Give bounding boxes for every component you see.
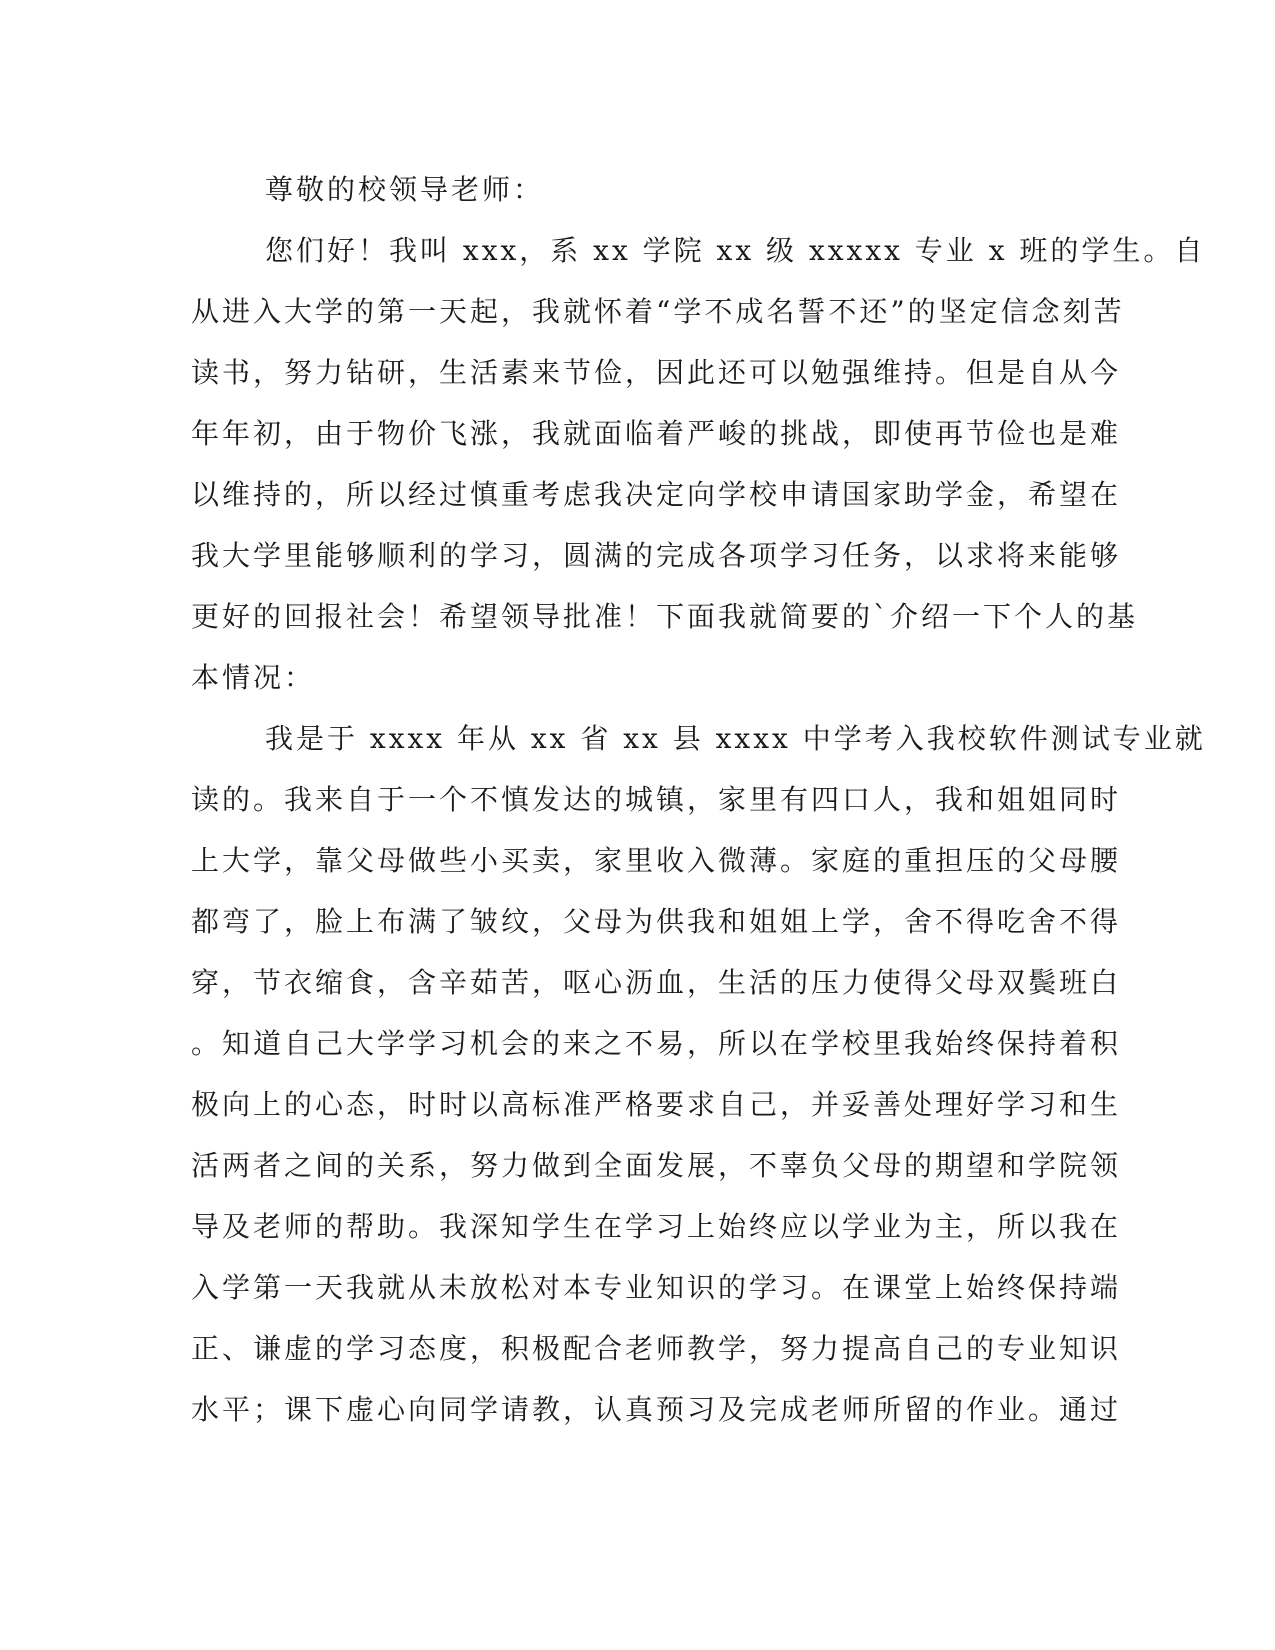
paragraph-2-line: 导及老师的帮助。我深知学生在学习上始终应以学业为主，所以我在 [191,1210,1122,1243]
paragraph-2-line: 上大学，靠父母做些小买卖，家里收入微薄。家庭的重担压的父母腰 [191,844,1122,877]
paragraph-1-line: 我大学里能够顺利的学习，圆满的完成各项学习任务，以求将来能够 [191,539,1122,572]
paragraph-2-line: 正、谦虚的学习态度，积极配合老师教学，努力提高自己的专业知识 [191,1332,1122,1365]
paragraph-1-line: 本情况： [191,661,316,694]
paragraph-2-line: 都弯了，脸上布满了皱纹，父母为供我和姐姐上学，舍不得吃舍不得 [191,905,1122,938]
paragraph-2-line: 穿，节衣缩食，含辛茹苦，呕心沥血，生活的压力使得父母双鬓班白 [191,966,1122,999]
paragraph-1-line: 从进入大学的第一天起，我就怀着“学不成名誓不还”的坚定信念刻苦 [191,295,1125,328]
paragraph-1-line: 您们好！我叫 xxx，系 xx 学院 xx 级 xxxxx 专业 x 班的学生。自 [265,234,1206,267]
paragraph-2-line: 。知道自己大学学习机会的来之不易，所以在学校里我始终保持着积 [191,1027,1122,1060]
paragraph-2-line: 我是于 xxxx 年从 xx 省 xx 县 xxxx 中学考入我校软件测试专业就 [265,722,1206,755]
paragraph-2-line: 水平；课下虚心向同学请教，认真预习及完成老师所留的作业。通过 [191,1393,1122,1426]
paragraph-1-line: 更好的回报社会！希望领导批准！下面我就简要的`介绍一下个人的基 [191,600,1139,633]
paragraph-1-line: 年年初，由于物价飞涨，我就面临着严峻的挑战，即使再节俭也是难 [191,417,1122,450]
letter-body [191,159,1206,1440]
paragraph-1-line: 读书，努力钻研，生活素来节俭，因此还可以勉强维持。但是自从今 [191,356,1122,389]
paragraph-2-line: 入学第一天我就从未放松对本专业知识的学习。在课堂上始终保持端 [191,1271,1122,1304]
salutation: 尊敬的校领导老师： [265,173,545,206]
paragraph-2-line: 活两者之间的关系，努力做到全面发展，不辜负父母的期望和学院领 [191,1149,1122,1182]
paragraph-2-line: 读的。我来自于一个不慎发达的城镇，家里有四口人，我和姐姐同时 [191,783,1122,816]
paragraph-2-line: 极向上的心态，时时以高标准严格要求自己，并妥善处理好学习和生 [191,1088,1122,1121]
paragraph-1-line: 以维持的，所以经过慎重考虑我决定向学校申请国家助学金，希望在 [191,478,1122,511]
